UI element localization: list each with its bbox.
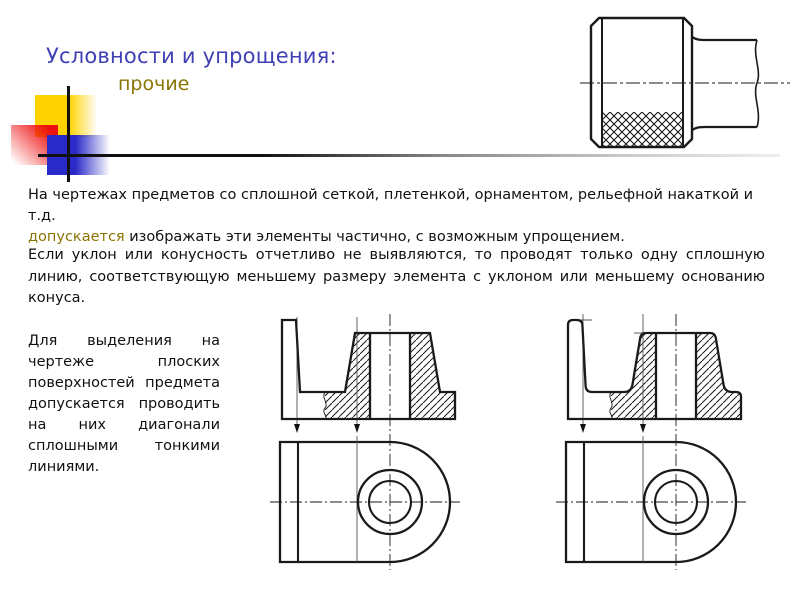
knurled-shaft-drawing [578, 8, 790, 158]
arrowhead-right [640, 424, 646, 433]
slide-title-line1: Условности и упрощения: [46, 44, 337, 68]
paragraph-taper-rule: Если уклон или конусность отчетливо не выявляются, то проводят только одну сплошную линию, соответствующую меньшему размеру элемента с уклоном или меньшему основанию конуса. [28, 247, 765, 306]
paragraph1-rest: изображать эти элементы частично, с возможным упрощением. [124, 229, 625, 245]
paragraph-knurling-rule [28, 185, 765, 248]
slide-title-line2: прочие [118, 73, 190, 95]
paragraph1-text: На чертежах предметов со сплошной сеткой, плетенкой, орнаментом, рельефной накаткой и т.д. [28, 187, 754, 224]
bracket-rounded-svg [548, 312, 748, 574]
theoretical-corner-ticks [575, 320, 651, 333]
bracket-sharp-svg [262, 312, 462, 574]
paragraph-flat-surfaces-rule: Для выделения на чертеже плоских поверхностей предмета допускается проводить на них диагонали сплошными тонкими линиями. [28, 333, 220, 475]
hatch-right-wall [696, 334, 741, 419]
knurl-pattern-region [602, 112, 683, 147]
arrowhead-left [580, 424, 586, 433]
arrowhead-right [354, 424, 360, 433]
bracket-sharp-drawing [262, 312, 462, 574]
knurled-shaft-svg [578, 8, 790, 158]
paragraph1-highlight: допускается [28, 229, 125, 245]
bracket-rounded-drawing [548, 312, 748, 574]
shaft-bottom-line [692, 127, 757, 130]
decor-vertical-line [67, 86, 70, 182]
shaft-top-line [692, 37, 757, 40]
arrowhead-left [294, 424, 300, 433]
